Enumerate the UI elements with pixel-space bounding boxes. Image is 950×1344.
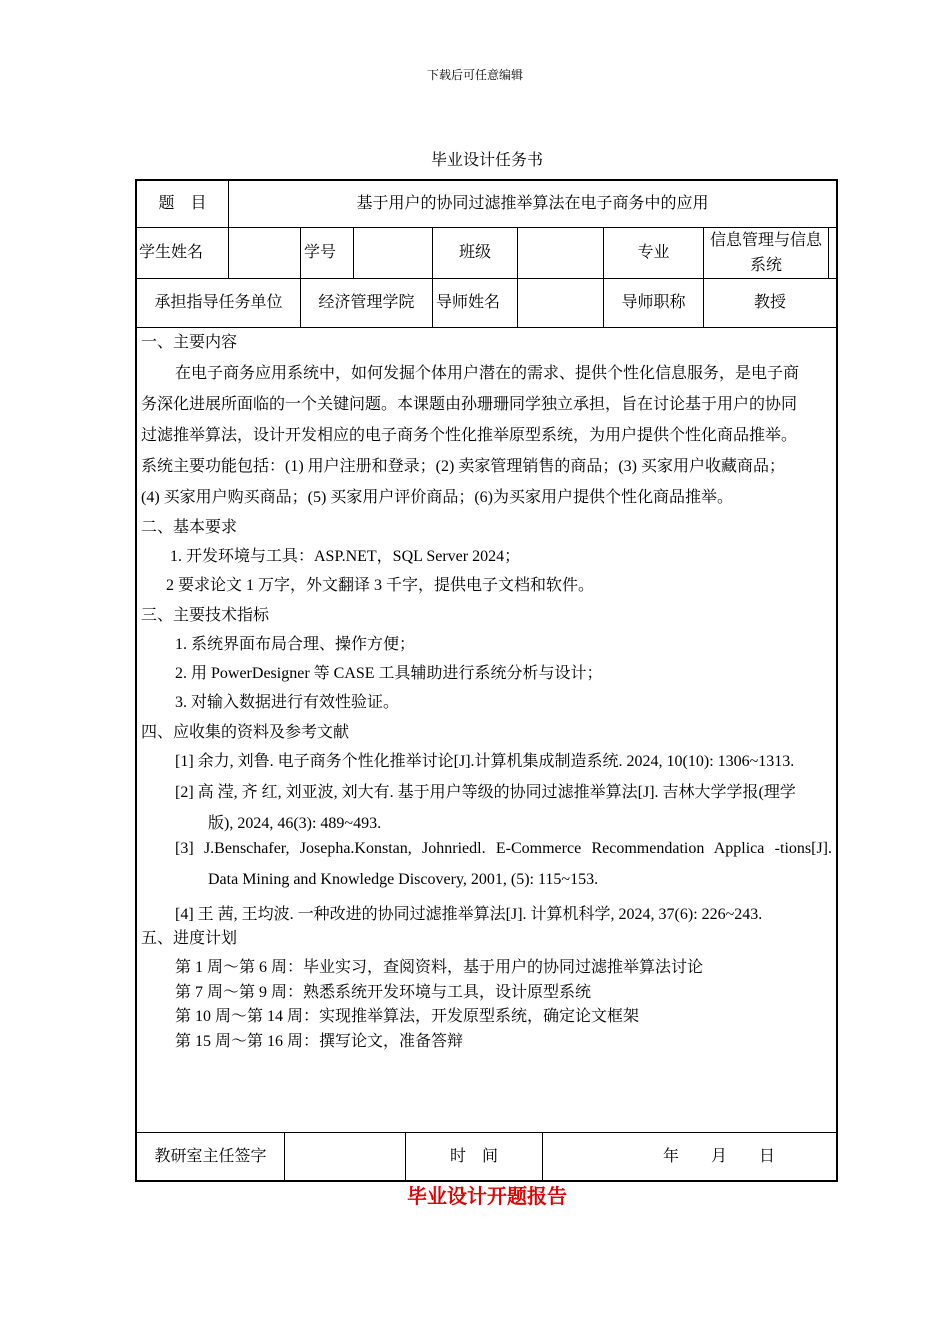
topic-value: 基于用户的协同过滤推举算法在电子商务中的应用 bbox=[356, 195, 709, 212]
col-divider bbox=[828, 227, 829, 279]
major-label: 专业 bbox=[637, 244, 670, 261]
paragraph-line: 在电子商务应用系统中，如何发掘个体用户潜在的需求、提供个性化信息服务，是电子商 bbox=[175, 365, 800, 382]
advisor-label: 导师姓名 bbox=[436, 294, 501, 311]
plan-item: 第 7 周～第 9 周：熟悉系统开发环境与工具，设计原型系统 bbox=[175, 984, 592, 1001]
plan-item: 第 15 周～第 16 周：撰写论文，准备答辩 bbox=[175, 1033, 464, 1050]
reference-item: Data Mining and Knowledge Discovery, 2001, (5): 115~153. bbox=[208, 871, 599, 888]
section-heading: 一、主要内容 bbox=[141, 334, 238, 351]
class-label: 班级 bbox=[458, 244, 491, 261]
reference-item: [2] 高 滢, 齐 红, 刘亚波, 刘大有. 基于用户等级的协同过滤推举算法[J]. 吉林大学学报(理学 bbox=[175, 784, 796, 801]
student-id-value[interactable] bbox=[354, 228, 432, 278]
section-heading: 四、应收集的资料及参考文献 bbox=[141, 724, 350, 741]
reference-item: [1] 余力, 刘鲁. 电子商务个性化推举讨论[J].计算机集成制造系统. 2024, 10(10): 1306~1313. bbox=[175, 753, 795, 770]
unit-label: 承担指导任务单位 bbox=[154, 294, 283, 311]
section-heading: 二、基本要求 bbox=[141, 519, 238, 536]
advisor-title-value: 教授 bbox=[753, 294, 786, 311]
paragraph-line: (4) 买家用户购买商品；(5) 买家用户评价商品；(6)为买家用户提供个性化商品推举。 bbox=[141, 489, 733, 506]
plan-item: 第 10 周～第 14 周：实现推举算法，开发原型系统，确定论文框架 bbox=[175, 1008, 640, 1025]
reference-item: [4] 王 茜, 王均波. 一种改进的协同过滤推举算法[J]. 计算机科学, 2024, 37(6): 226~243. bbox=[175, 906, 763, 923]
list-item: 1. 开发环境与工具：ASP.NET，SQL Server 2024； bbox=[170, 548, 521, 565]
topic-label: 题 目 bbox=[158, 195, 207, 212]
list-item: 2 要求论文 1 万字，外文翻译 3 千字，提供电子文档和软件。 bbox=[166, 577, 595, 594]
student-name-value[interactable] bbox=[229, 228, 300, 278]
section-heading: 五、进度计划 bbox=[141, 930, 238, 947]
reference-item: 版), 2024, 46(3): 489~493. bbox=[208, 815, 382, 832]
student-name-label: 学生姓名 bbox=[139, 244, 204, 261]
row-divider bbox=[135, 327, 838, 328]
section-heading: 三、主要技术指标 bbox=[141, 607, 270, 624]
list-item: 3. 对输入数据进行有效性验证。 bbox=[175, 694, 400, 711]
unit-value: 经济管理学院 bbox=[318, 294, 415, 311]
advisor-value[interactable] bbox=[518, 279, 603, 327]
table-border-right bbox=[836, 179, 838, 1182]
header-note: 下载后可任意编辑 bbox=[426, 68, 523, 82]
date-field[interactable]: 年 月 日 bbox=[663, 1147, 776, 1165]
director-sign-value[interactable] bbox=[285, 1133, 405, 1180]
list-item: 2. 用 PowerDesigner 等 CASE 工具辅助进行系统分析与设计； bbox=[175, 665, 603, 682]
paragraph-line: 务深化进展所面临的一个关键问题。本课题由孙珊珊同学独立承担，旨在讨论基于用户的协同 bbox=[141, 396, 798, 413]
time-label: 时 间 bbox=[449, 1147, 498, 1165]
advisor-title-label: 导师职称 bbox=[621, 294, 686, 311]
paragraph-line: 过滤推举算法，设计开发相应的电子商务个性化推举原型系统，为用户提供个性化商品推举。 bbox=[141, 427, 798, 444]
table-border-left bbox=[135, 179, 137, 1182]
plan-item: 第 1 周～第 6 周：毕业实习，查阅资料，基于用户的协同过滤推举算法讨论 bbox=[175, 959, 704, 976]
major-value: 信息管理与信息系统 bbox=[709, 232, 822, 274]
student-id-label: 学号 bbox=[304, 244, 337, 261]
paragraph-line: 系统主要功能包括：(1) 用户注册和登录；(2) 卖家管理销售的商品；(3) 买家用户收藏商品； bbox=[141, 458, 785, 475]
director-sign-label: 教研室主任签字 bbox=[154, 1147, 267, 1165]
document-title: 毕业设计任务书 bbox=[430, 152, 543, 169]
reference-item: [3] J.Benschafer, Josepha.Konstan, Johnriedl. E-Commerce Recommendation Applica -tions[J]. bbox=[175, 840, 832, 857]
footer-title: 毕业设计开题报告 bbox=[407, 1184, 567, 1208]
class-value[interactable] bbox=[518, 228, 603, 278]
list-item: 1. 系统界面布局合理、操作方便； bbox=[175, 636, 416, 653]
